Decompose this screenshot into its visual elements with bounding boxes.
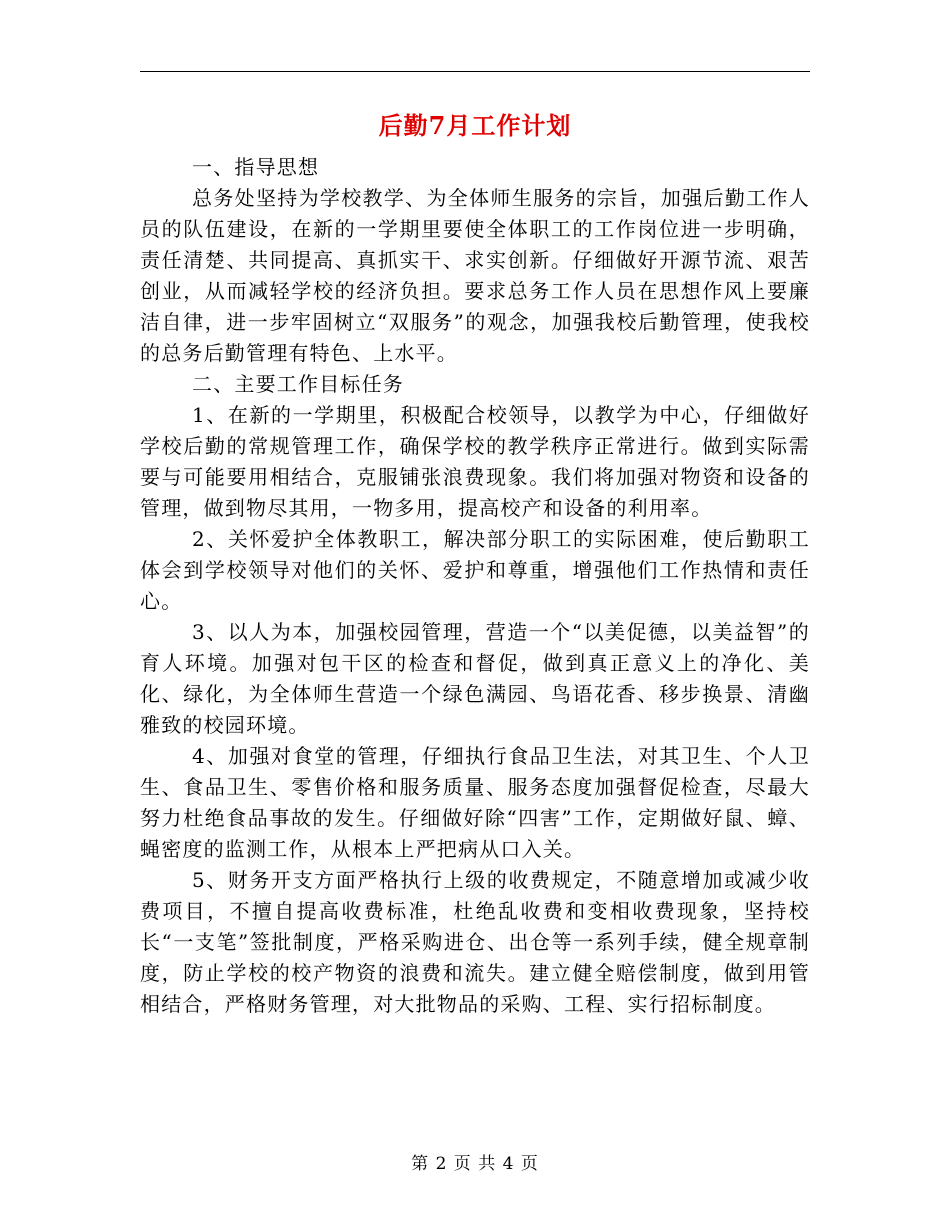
header-rule bbox=[140, 71, 810, 72]
paragraph-task-4: 4、加强对食堂的管理，仔细执行食品卫生法，对其卫生、个人卫生、食品卫生、零售价格和服务质量、服务态度加强督促检查，尽最大努力杜绝食品事故的发生。仔细做好除“四害”工作，定期做好鼠、蟑、蝇密度的监测工作，从根本上严把病从口入关。 bbox=[140, 744, 810, 861]
paragraph-guiding-ideology: 总务处坚持为学校教学、为全体师生服务的宗旨，加强后勤工作人员的队伍建设，在新的一学期里要使全体职工的工作岗位进一步明确，责任清楚、共同提高、真抓实干、求实创新。仔细做好开源节流、艰苦创业，从而减轻学校的经济负担。要求总务工作人员在思想作风上要廉洁自律，进一步牢固树立“双服务”的观念，加强我校后勤管理，使我校的总务后勤管理有特色、上水平。 bbox=[140, 186, 810, 365]
section-heading-main-tasks: 二、主要工作目标任务 bbox=[192, 372, 404, 396]
page-number-footer: 第 2 页 共 4 页 bbox=[411, 1154, 539, 1174]
document-title: 后勤7月工作计划 bbox=[378, 111, 572, 140]
document-body bbox=[140, 152, 810, 1020]
paragraph-task-2: 2、关怀爱护全体教职工，解决部分职工的实际困难，使后勤职工体会到学校领导对他们的关怀、爱护和尊重，增强他们工作热情和责任心。 bbox=[140, 527, 810, 613]
paragraph-task-1: 1、在新的一学期里，积极配合校领导，以教学为中心，仔细做好学校后勤的常规管理工作，确保学校的教学秩序正常进行。做到实际需要与可能要用相结合，克服铺张浪费现象。我们将加强对物资和设备的管理，做到物尽其用，一物多用，提高校产和设备的利用率。 bbox=[140, 403, 810, 520]
paragraph-task-5: 5、财务开支方面严格执行上级的收费规定，不随意增加或减少收费项目，不擅自提高收费标准，杜绝乱收费和变相收费现象，坚持校长“一支笔”签批制度，严格采购进仓、出仓等一系列手续，健全规章制度，防止学校的校产物资的浪费和流失。建立健全赔偿制度，做到用管相结合，严格财务管理，对大批物品的采购、工程、实行招标制度。 bbox=[140, 868, 810, 1016]
section-heading-guiding-ideology: 一、指导思想 bbox=[192, 155, 320, 179]
paragraph-task-3: 3、以人为本，加强校园管理，营造一个“以美促德，以美益智”的育人环境。加强对包干区的检查和督促，做到真正意义上的净化、美化、绿化，为全体师生营造一个绿色满园、鸟语花香、移步换景、清幽雅致的校园环境。 bbox=[140, 620, 810, 737]
